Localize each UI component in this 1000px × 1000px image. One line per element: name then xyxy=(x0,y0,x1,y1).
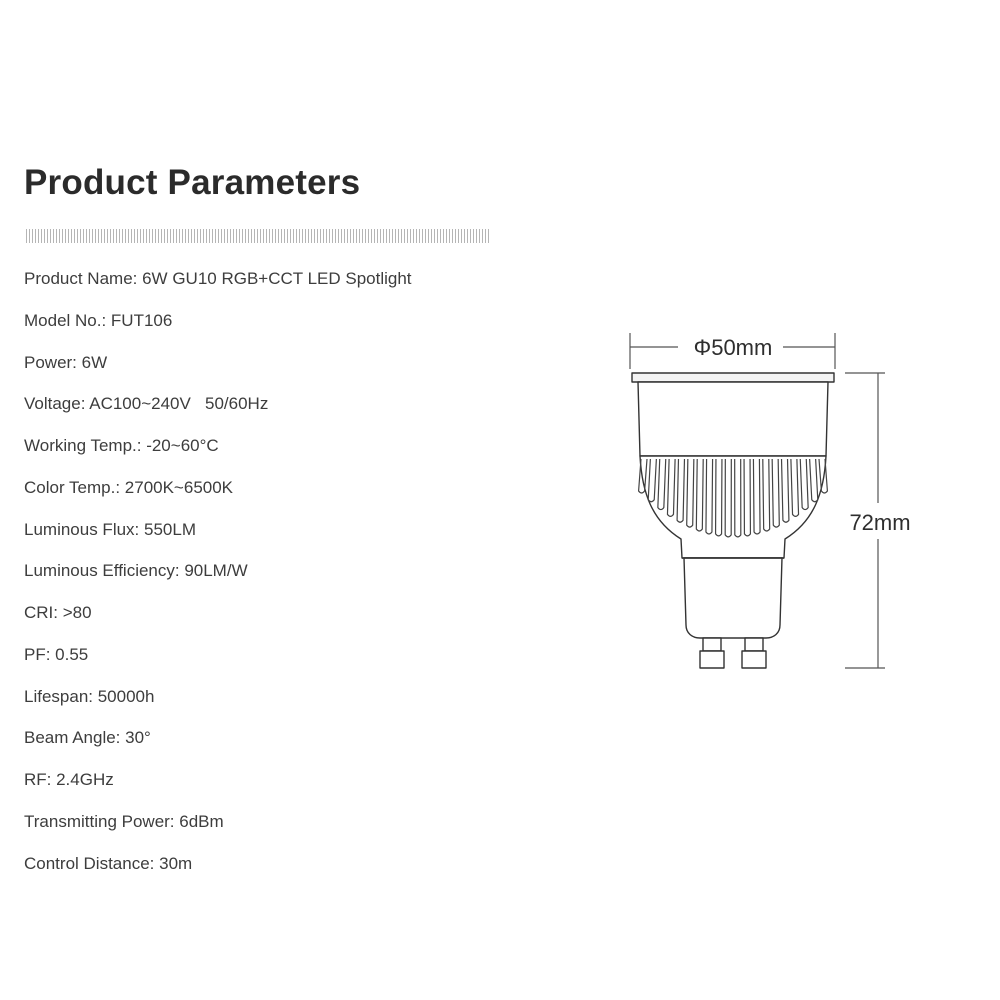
param-cri: CRI: >80 xyxy=(24,603,92,622)
param-power: Power: 6W xyxy=(24,352,108,372)
diameter-label: Φ50mm xyxy=(693,335,773,360)
page-title: Product Parameters xyxy=(24,163,361,202)
bulb-dimension-diagram xyxy=(620,325,920,685)
param-pf: PF: 0.55 xyxy=(24,644,89,664)
bulb-outline-icon xyxy=(632,373,834,668)
param-model-no: Model No.: FUT106 xyxy=(24,310,173,330)
param-beam-angle: Beam Angle: 30° xyxy=(24,728,151,748)
param-color-temp: Color Temp.: 2700K~6500K xyxy=(24,477,234,497)
parameter-list xyxy=(24,258,564,884)
height-label: 72mm xyxy=(849,510,911,535)
param-product-name: Product Name: 6W GU10 RGB+CCT LED Spotlight xyxy=(24,269,412,288)
param-voltage: Voltage: AC100~240V 50/60Hz xyxy=(24,394,269,414)
param-rf: RF: 2.4GHz xyxy=(24,770,114,789)
param-control-distance: Control Distance: 30m xyxy=(24,853,193,873)
param-working-temp: Working Temp.: -20~60°C xyxy=(24,436,219,455)
param-lifespan: Lifespan: 50000h xyxy=(24,686,155,706)
param-luminous-flux: Luminous Flux: 550LM xyxy=(24,519,196,539)
param-luminous-efficiency: Luminous Efficiency: 90LM/W xyxy=(24,561,248,581)
title-divider xyxy=(26,229,490,243)
param-transmitting-power: Transmitting Power: 6dBm xyxy=(24,811,224,831)
